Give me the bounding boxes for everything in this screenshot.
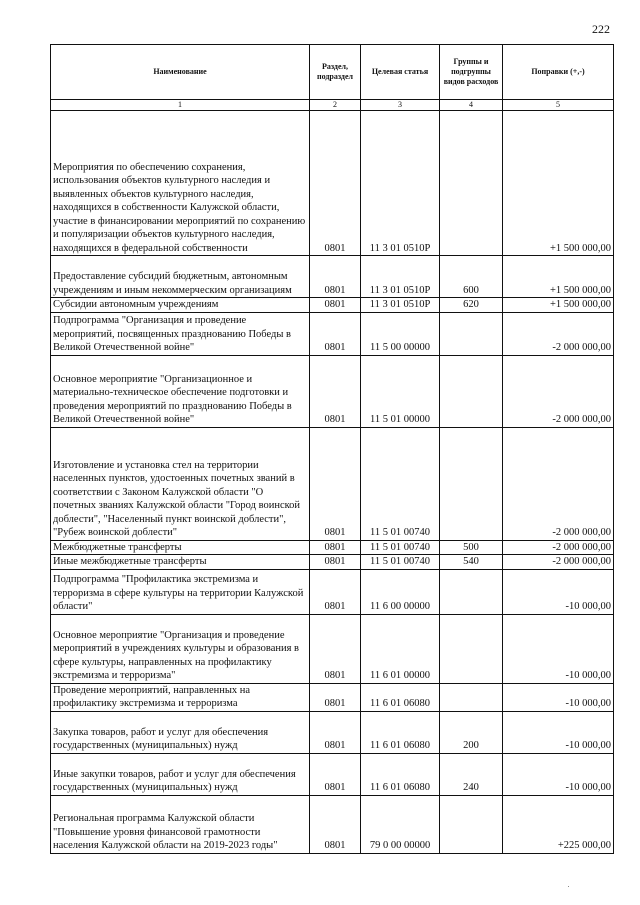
row-name: Закупка товаров, работ и услуг для обеспечения государственных (муниципальных) нужд: [51, 711, 310, 753]
row-target-article: 11 6 01 06080: [361, 711, 440, 753]
row-section: 0801: [310, 540, 361, 555]
row-target-article: 11 3 01 0510P: [361, 256, 440, 298]
budget-amendments-table: [50, 44, 614, 854]
row-amount: +1 500 000,00: [503, 298, 614, 313]
table-row: [51, 711, 614, 753]
row-target-article: 11 5 01 00000: [361, 355, 440, 427]
row-expense-group: [440, 111, 503, 256]
row-target-article: 11 3 01 0510P: [361, 111, 440, 256]
row-name: Субсидии автономным учреждениям: [51, 298, 310, 313]
table-row: [51, 753, 614, 795]
row-expense-group: [440, 355, 503, 427]
row-section: 0801: [310, 683, 361, 711]
row-expense-group: [440, 312, 503, 355]
header-target-article: Целевая статья: [361, 45, 440, 100]
row-amount: +225 000,00: [503, 795, 614, 853]
row-target-article: 11 6 01 06080: [361, 753, 440, 795]
row-expense-group: [440, 683, 503, 711]
row-name: Подпрограмма "Профилактика экстремизма и терроризма в сфере культуры на территории Калужской области": [51, 569, 310, 614]
table-row: [51, 614, 614, 683]
row-expense-group: 240: [440, 753, 503, 795]
table-row: [51, 355, 614, 427]
row-expense-group: 600: [440, 256, 503, 298]
row-section: 0801: [310, 256, 361, 298]
row-expense-group: [440, 427, 503, 540]
row-amount: -10 000,00: [503, 569, 614, 614]
row-amount: -10 000,00: [503, 753, 614, 795]
row-expense-group: [440, 569, 503, 614]
row-section: 0801: [310, 427, 361, 540]
table-row: [51, 683, 614, 711]
row-amount: -2 000 000,00: [503, 427, 614, 540]
row-target-article: 11 6 01 00000: [361, 614, 440, 683]
row-section: 0801: [310, 111, 361, 256]
row-name: Основное мероприятие "Организационное и материально-техническое обеспечение подготовки и проведения мероприятий по празднованию Победы в Великой Отечественной войне": [51, 355, 310, 427]
table-row: [51, 256, 614, 298]
row-section: 0801: [310, 795, 361, 853]
row-name: Региональная программа Калужской области "Повышение уровня финансовой грамотности населения Калужской области на 2019-2023 годы": [51, 795, 310, 853]
row-amount: -2 000 000,00: [503, 355, 614, 427]
row-amount: -2 000 000,00: [503, 540, 614, 555]
row-name: Предоставление субсидий бюджетным, автономным учреждениям и иным некоммерческим организациям: [51, 256, 310, 298]
row-section: 0801: [310, 555, 361, 570]
column-number: 3: [361, 100, 440, 111]
row-section: 0801: [310, 711, 361, 753]
row-section: 0801: [310, 298, 361, 313]
row-expense-group: 540: [440, 555, 503, 570]
column-number: 1: [51, 100, 310, 111]
row-name: Мероприятия по обеспечению сохранения, использования объектов культурного наследия и выявленных объектов культурного наследия, находящихся в собственности Калужской области, участие в финансировании мероприятий по сохранению и популяризации объектов культурного наследия, находящихся в федеральной собственности: [51, 111, 310, 256]
table-row: [51, 569, 614, 614]
header-expense-groups: Группы и подгруппы видов расходов: [440, 45, 503, 100]
page-number: 222: [592, 22, 610, 36]
row-target-article: 11 5 01 00740: [361, 555, 440, 570]
row-amount: -10 000,00: [503, 683, 614, 711]
row-expense-group: [440, 614, 503, 683]
row-expense-group: 500: [440, 540, 503, 555]
table-row: [51, 795, 614, 853]
column-number: 4: [440, 100, 503, 111]
row-amount: -10 000,00: [503, 614, 614, 683]
row-expense-group: [440, 795, 503, 853]
row-name: Подпрограмма "Организация и проведение мероприятий, посвященных празднованию Победы в Великой Отечественной войне": [51, 312, 310, 355]
row-target-article: 11 5 01 00740: [361, 427, 440, 540]
column-number: 2: [310, 100, 361, 111]
row-name: Иные межбюджетные трансферты: [51, 555, 310, 570]
table-row: [51, 312, 614, 355]
row-amount: +1 500 000,00: [503, 111, 614, 256]
table-row: [51, 427, 614, 540]
row-name: Основное мероприятие "Организация и проведение мероприятий в учреждениях культуры и образования в сфере культуры, направленных на профилактику экстремизма и терроризма": [51, 614, 310, 683]
row-section: 0801: [310, 614, 361, 683]
scan-speck: [568, 886, 569, 887]
header-amendments: Поправки (+,-): [503, 45, 614, 100]
row-name: Проведение мероприятий, направленных на профилактику экстремизма и терроризма: [51, 683, 310, 711]
column-number: 5: [503, 100, 614, 111]
row-name: Изготовление и установка стел на территории населенных пунктов, удостоенных почетных званий в соответствии с Законом Калужской области "О почетных званиях Калужской области "Город воинской доблести", "Населенный пункт воинской доблести", "Рубеж воинской доблести": [51, 427, 310, 540]
row-name: Межбюджетные трансферты: [51, 540, 310, 555]
row-section: 0801: [310, 569, 361, 614]
header-row: [51, 45, 614, 100]
row-target-article: 11 6 01 06080: [361, 683, 440, 711]
row-name: Иные закупки товаров, работ и услуг для обеспечения государственных (муниципальных) нужд: [51, 753, 310, 795]
row-section: 0801: [310, 753, 361, 795]
table-row: [51, 298, 614, 313]
table-row: [51, 555, 614, 570]
row-target-article: 11 6 00 00000: [361, 569, 440, 614]
row-amount: -2 000 000,00: [503, 555, 614, 570]
row-expense-group: 200: [440, 711, 503, 753]
row-expense-group: 620: [440, 298, 503, 313]
table-row: [51, 540, 614, 555]
row-section: 0801: [310, 312, 361, 355]
column-number-row: [51, 100, 614, 111]
row-amount: -10 000,00: [503, 711, 614, 753]
row-amount: +1 500 000,00: [503, 256, 614, 298]
row-target-article: 11 3 01 0510P: [361, 298, 440, 313]
row-target-article: 11 5 00 00000: [361, 312, 440, 355]
row-amount: -2 000 000,00: [503, 312, 614, 355]
row-section: 0801: [310, 355, 361, 427]
header-name: Наименование: [51, 45, 310, 100]
table-row: [51, 111, 614, 256]
row-target-article: 79 0 00 00000: [361, 795, 440, 853]
header-section: Раздел, подраздел: [310, 45, 361, 100]
row-target-article: 11 5 01 00740: [361, 540, 440, 555]
